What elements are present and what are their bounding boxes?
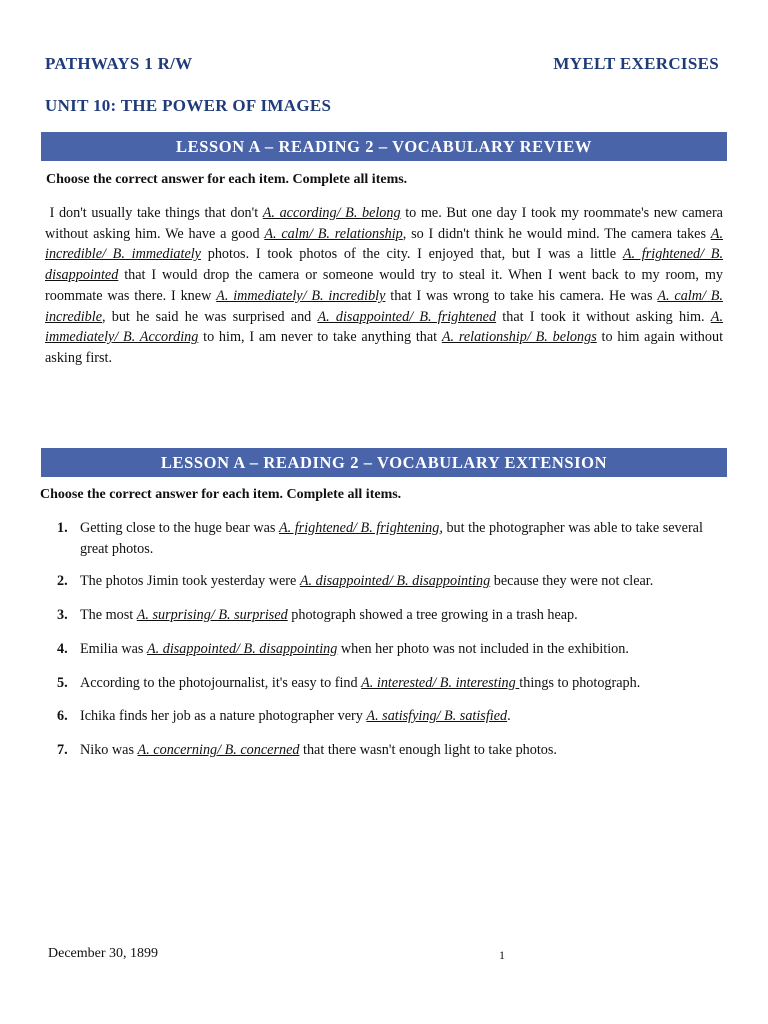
text-segment: photos. I took photos of the city. I enjoyed that, but I was a little — [200, 246, 623, 263]
course-title: PATHWAYS 1 R/W — [45, 54, 193, 73]
item-number: 5. — [57, 674, 68, 691]
text-segment: to him, I am never to take anything that — [198, 329, 442, 346]
text-segment: Emilia was — [80, 640, 147, 657]
section-banner-extension: LESSON A – READING 2 – VOCABULARY EXTENSION — [41, 448, 727, 477]
answer-choice[interactable]: A. disappointed/ B. frightened — [317, 308, 497, 325]
answer-choice[interactable]: A. interested/ B. interesting — [361, 674, 520, 691]
section-banner-review: LESSON A – READING 2 – VOCABULARY REVIEW — [41, 132, 727, 161]
text-segment: The photos Jimin took yesterday were — [80, 573, 300, 590]
footer-date: December 30, 1899 — [48, 946, 159, 961]
item-number: 2. — [57, 573, 68, 590]
item-number: 7. — [57, 741, 68, 758]
answer-choice[interactable]: A. disappointed/ B. disappointing — [146, 640, 338, 657]
text-segment: . — [507, 708, 511, 725]
instructions-review: Choose the correct answer for each item. Complete all items. — [46, 172, 408, 187]
text-segment: to me. But one day I took my roommate's new camera without asking him. We have a good — [45, 205, 723, 242]
text-segment: things to photograph. — [519, 674, 641, 691]
item-number: 1. — [57, 520, 68, 536]
text-segment: According to the photojournalist, it's easy to find — [80, 674, 362, 691]
exercise-item — [48, 571, 728, 592]
text-segment: Ichika finds her job as a nature photographer very — [80, 708, 367, 725]
answer-choice[interactable]: A. disappointed/ B. disappointing — [299, 573, 491, 590]
text-segment: that I was wrong to take his camera. He was — [385, 287, 658, 304]
item-number: 3. — [57, 607, 68, 624]
unit-title: UNIT 10: THE POWER OF IMAGES — [45, 96, 332, 115]
answer-choice[interactable]: A. relationship/ B. belongs — [441, 329, 597, 346]
text-segment: Niko was — [80, 741, 138, 758]
exercise-item — [48, 605, 728, 626]
text-segment: , but he said he was surprised and — [102, 308, 318, 325]
answer-choice[interactable]: A. concerning/ B. concerned — [137, 741, 300, 758]
exercise-item — [48, 673, 728, 694]
review-paragraph — [45, 203, 723, 369]
text-segment: that I took it without asking him. — [496, 308, 711, 325]
exercise-item — [48, 518, 728, 559]
answer-choice[interactable]: A. immediately/ B. incredibly — [216, 287, 386, 304]
exercise-list — [48, 518, 728, 761]
text-segment: because they were not clear. — [490, 573, 654, 590]
answer-choice[interactable]: A. incredible/ B. immediately — [45, 225, 723, 263]
answer-choice[interactable]: A. surprising/ B. surprised — [136, 607, 288, 624]
instructions-extension: Choose the correct answer for each item. Complete all items. — [40, 487, 402, 502]
exercise-source: MYELT EXERCISES — [553, 54, 719, 73]
text-segment: , so I didn't think he would mind. The camera takes — [402, 225, 711, 242]
item-number: 6. — [57, 708, 68, 725]
text-segment: that there wasn't enough light to take photos. — [299, 741, 557, 758]
text-segment: that I would drop the camera or someone would try to steal it. When I went back to my room, my roommate was there. I knew — [45, 267, 723, 304]
text-segment: The most — [80, 607, 137, 624]
answer-choice[interactable]: A. calm/ B. relationship — [264, 225, 403, 242]
answer-choice[interactable]: A. satisfying/ B. satisfied — [366, 708, 508, 725]
answer-choice[interactable]: A. frightened/ B. frightening — [278, 520, 440, 536]
item-number: 4. — [57, 640, 68, 657]
text-segment: I don't usually take things that don't — [45, 205, 263, 221]
answer-choice[interactable]: A. frightened/ B. disappointed — [45, 246, 724, 284]
text-segment: when her photo was not included in the exhibition. — [337, 640, 629, 657]
exercise-item — [48, 706, 728, 727]
text-segment: , but the photographer was able to take several great photos. — [80, 520, 703, 557]
text-segment: Getting close to the huge bear was — [80, 520, 279, 536]
text-segment: photograph showed a tree growing in a trash heap. — [287, 607, 578, 624]
answer-choice[interactable]: A. according/ B. belong — [262, 205, 401, 221]
answer-choice[interactable]: A. immediately/ B. According — [45, 308, 724, 346]
exercise-item — [48, 639, 728, 660]
exercise-item — [48, 740, 728, 761]
page-number: 1 — [499, 948, 505, 962]
answer-choice[interactable]: A. calm/ B. incredible — [45, 287, 723, 325]
text-segment: to him again without asking first. — [45, 329, 724, 366]
